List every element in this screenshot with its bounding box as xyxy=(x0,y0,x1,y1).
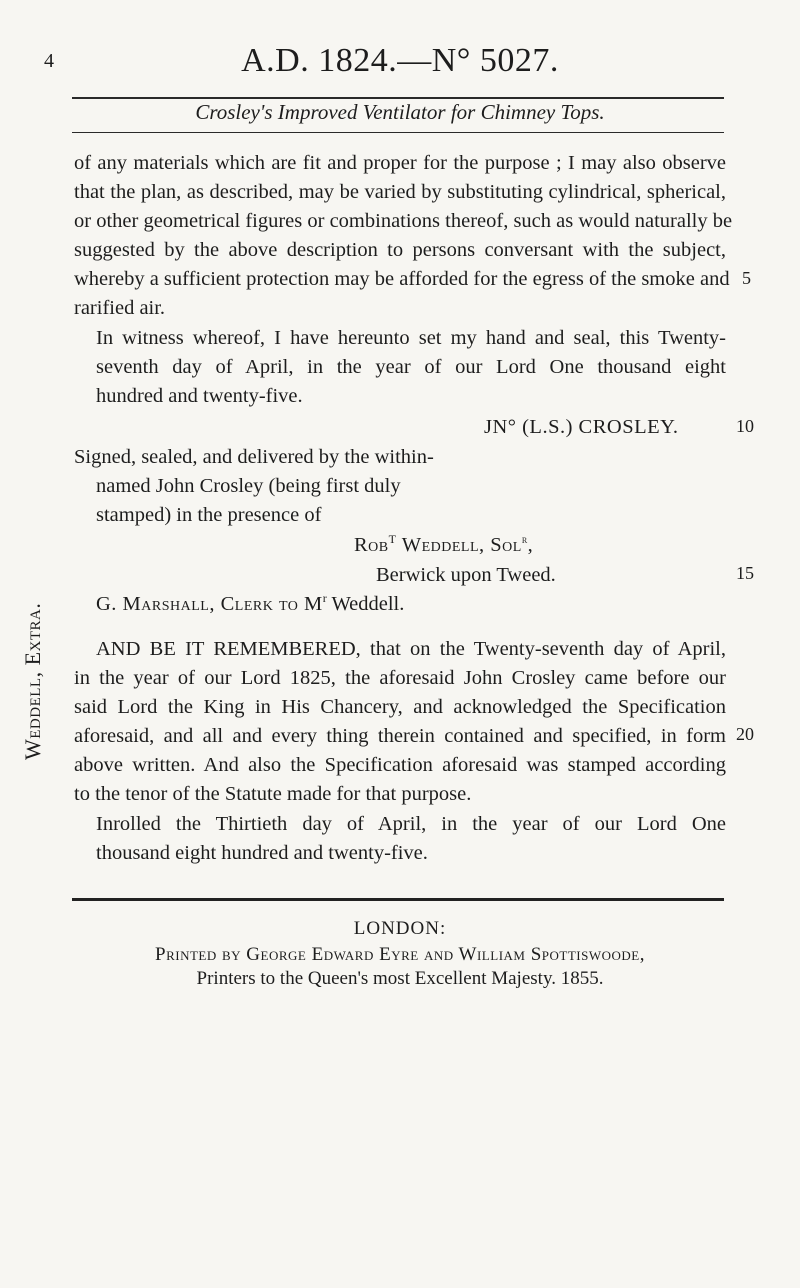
document-subtitle: Crosley's Improved Ventilator for Chimney Tops. xyxy=(195,100,605,124)
witness-weddell-prefix: Rob xyxy=(354,534,389,556)
body-line: above written. And also the Specification aforesaid was stamped according xyxy=(74,754,726,776)
footer-city: LONDON: xyxy=(353,918,447,939)
body-line: suggested by the above description to persons conversant with the subject, xyxy=(74,239,726,261)
margin-line-number: 10 xyxy=(736,416,754,436)
footer-rule xyxy=(72,898,724,901)
witness-weddell-sup: T xyxy=(388,532,397,547)
body-line: of any materials which are fit and proper for the purpose ; I may also observe xyxy=(74,152,726,174)
body-line: said Lord the King in His Chancery, and acknowledged the Specification xyxy=(74,696,726,718)
body-line: AND BE IT REMEMBERED, that on the Twenty-seventh day of April, xyxy=(96,638,726,660)
body-line: aforesaid, and all and every thing therein contained and specified, in form xyxy=(74,725,726,747)
body-line: that the plan, as described, may be varied by substituting cylindrical, spherical, xyxy=(74,181,726,203)
header-rule xyxy=(72,97,724,99)
witness-weddell xyxy=(354,532,533,558)
witness-weddell-name: Weddell, Sol xyxy=(396,534,522,556)
body-line: named John Crosley (being first duly xyxy=(96,475,401,497)
margin-side-note: Weddell, Extra. xyxy=(20,602,45,760)
body-line: whereby a sufficient protection may be afforded for the egress of the smoke and xyxy=(74,268,730,290)
witness-marshall-sup: r xyxy=(322,591,327,606)
witness-weddell-sup2: r xyxy=(521,532,528,547)
margin-line-number: 5 xyxy=(742,268,751,288)
witness-marshall xyxy=(96,591,404,617)
body-line: seventh day of April, in the year of our Lord One thousand eight xyxy=(96,356,726,378)
witness-marshall-name: G. Marshall, Clerk to M xyxy=(96,593,323,615)
body-line: to the tenor of the Statute made for that purpose. xyxy=(74,783,472,805)
witness-marshall-end: Weddell. xyxy=(326,593,405,615)
margin-line-number: 15 xyxy=(736,563,754,583)
signature: JN° (L.S.) CROSLEY. xyxy=(484,416,679,438)
body-line: Inrolled the Thirtieth day of April, in the year of our Lord One xyxy=(96,813,726,835)
body-line: in the year of our Lord 1825, the aforesaid John Crosley came before our xyxy=(74,667,726,689)
body-line: hundred and twenty-five. xyxy=(96,385,303,407)
body-line: Signed, sealed, and delivered by the within- xyxy=(74,446,434,468)
document-title: A.D. 1824.—N° 5027. xyxy=(241,42,559,79)
margin-line-number: 20 xyxy=(736,724,754,744)
body-line: or other geometrical figures or combinations thereof, such as would naturally be xyxy=(74,210,733,232)
subtitle-rule xyxy=(72,132,724,133)
witness-place: Berwick upon Tweed. xyxy=(376,564,556,586)
witness-weddell-end: , xyxy=(527,534,534,556)
page-number: 4 xyxy=(44,50,54,72)
body-line: In witness whereof, I have hereunto set my hand and seal, this Twenty- xyxy=(96,327,726,349)
footer-printer: Printed by George Edward Eyre and William Spottiswoode, xyxy=(155,944,645,965)
body-line: thousand eight hundred and twenty-five. xyxy=(96,842,428,864)
body-line: stamped) in the presence of xyxy=(96,504,322,526)
footer-printer-title: Printers to the Queen's most Excellent Majesty. 1855. xyxy=(196,968,604,989)
body-line: rarified air. xyxy=(74,297,166,319)
